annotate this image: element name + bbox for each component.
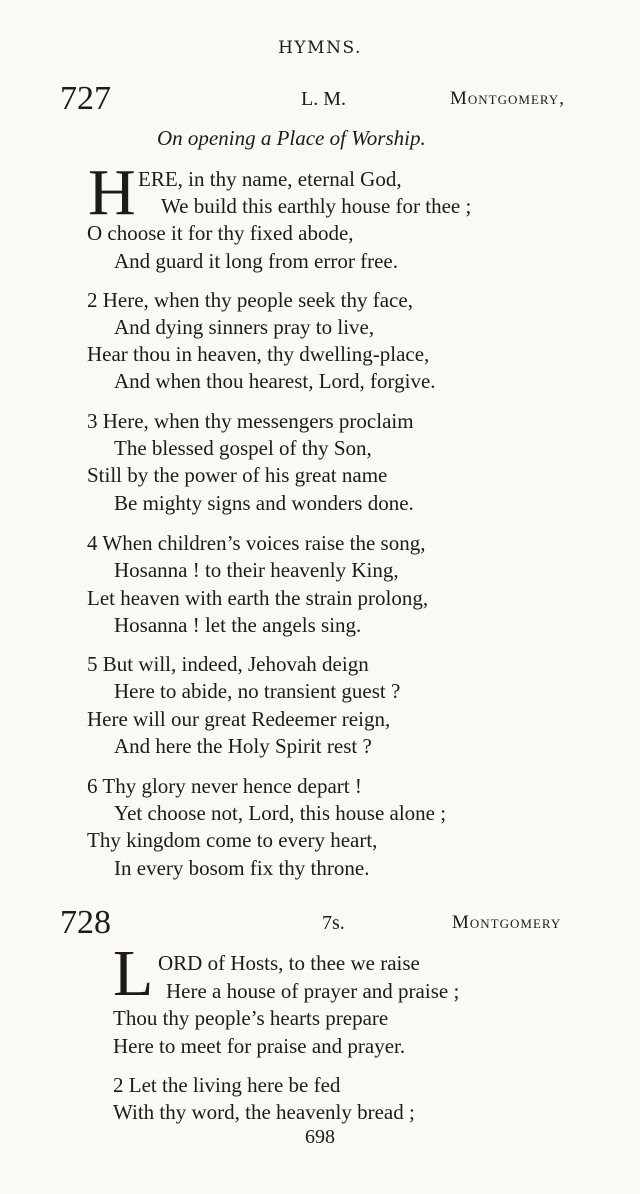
drop-cap: L: [113, 937, 154, 1010]
hymn-number: 727: [60, 80, 111, 117]
verse-line: 4 When children’s voices raise the song,: [87, 531, 426, 555]
verse-line: Hosanna ! let the angels sing.: [114, 613, 362, 637]
hymn-meter: 7s.: [322, 912, 345, 934]
verse-line: Let heaven with earth the strain prolong,: [87, 586, 429, 610]
verse-line: ERE, in thy name, eternal God,: [138, 167, 402, 191]
verse-line: Hosanna ! to their heavenly King,: [114, 558, 399, 582]
verse-line: Hear thou in heaven, thy dwelling-place,: [87, 342, 430, 366]
verse-line: And here the Holy Spirit rest ?: [114, 734, 372, 758]
verse-line: 3 Here, when thy messengers proclaim: [87, 409, 414, 433]
verse-line: The blessed gospel of thy Son,: [114, 436, 372, 460]
verse-line: Here to meet for praise and prayer.: [113, 1034, 406, 1058]
hymn-author: Montgomery: [452, 912, 562, 933]
verse-line: Thy kingdom come to every heart,: [87, 828, 378, 852]
verse-line: 2 Let the living here be fed: [113, 1073, 341, 1097]
verse-line: O choose it for thy fixed abode,: [87, 221, 354, 245]
verse-line: 6 Thy glory never hence depart !: [87, 774, 362, 798]
verse-line: Be mighty signs and wonders done.: [114, 491, 414, 515]
verse-line: Here will our great Redeemer reign,: [87, 707, 391, 731]
verse-line: Here a house of prayer and praise ;: [166, 979, 460, 1003]
verse-line: We build this earthly house for thee ;: [161, 194, 472, 218]
verse-line: With thy word, the heavenly bread ;: [113, 1100, 415, 1124]
verse-line: In every bosom fix thy throne.: [114, 856, 370, 880]
verse-line: ORD of Hosts, to thee we raise: [158, 951, 420, 975]
verse-line: And dying sinners pray to live,: [114, 315, 375, 339]
verse-line: 5 But will, indeed, Jehovah deign: [87, 652, 369, 676]
hymn-subtitle: On opening a Place of Worship.: [157, 126, 426, 150]
hymn-meter: L. M.: [301, 88, 346, 110]
verse-line: Thou thy people’s hearts prepare: [113, 1006, 389, 1030]
hymn-author: Montgomery,: [450, 88, 565, 109]
verse-line: Still by the power of his great name: [87, 463, 388, 487]
verse-line: And when thou hearest, Lord, forgive.: [114, 369, 436, 393]
verse-line: And guard it long from error free.: [114, 249, 398, 273]
hymn-number: 728: [60, 904, 111, 941]
verse-line: Here to abide, no transient guest ?: [114, 679, 401, 703]
verse-line: Yet choose not, Lord, this house alone ;: [114, 801, 447, 825]
page-number: 698: [305, 1126, 335, 1148]
verse-line: 2 Here, when thy people seek thy face,: [87, 288, 413, 312]
drop-cap: H: [88, 156, 136, 229]
running-header: HYMNS.: [278, 38, 362, 58]
